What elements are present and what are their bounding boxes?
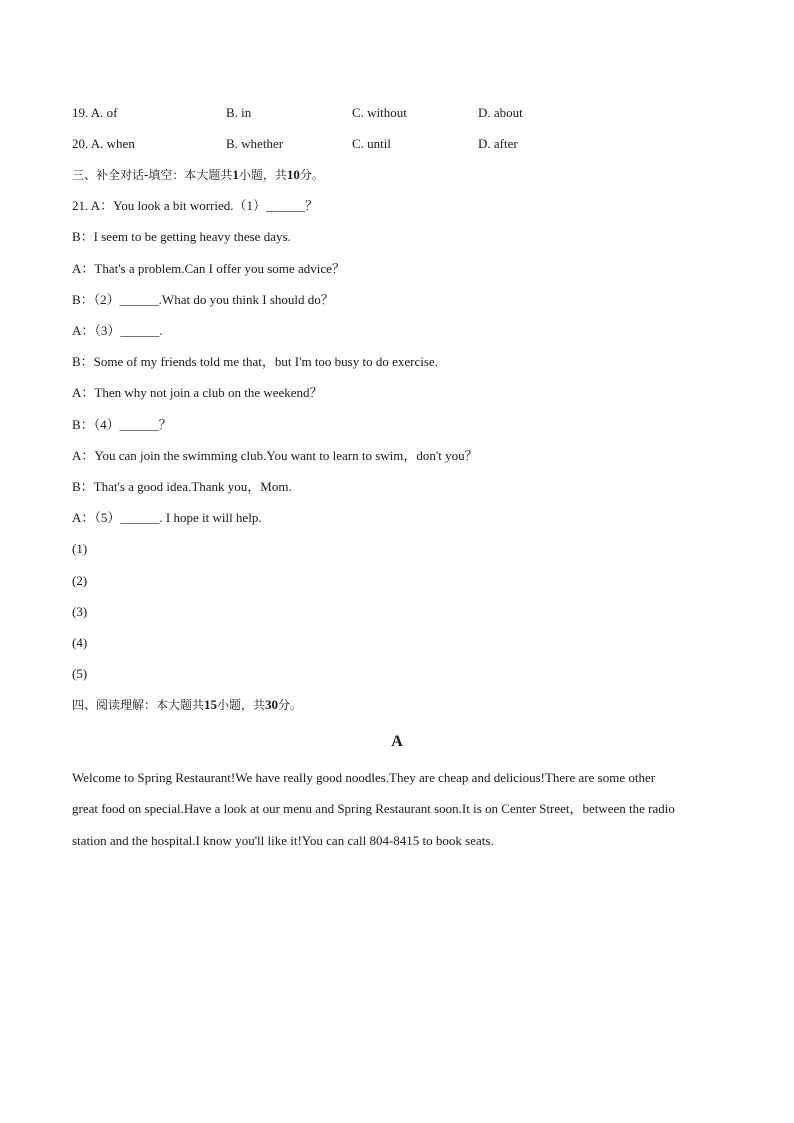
section-3-heading	[72, 167, 324, 183]
q20-option-a: 20. A. when	[72, 136, 135, 151]
q19-option-c: C. without	[352, 105, 407, 120]
section-4-count: 15	[204, 697, 218, 712]
dialogue-line: A：You can join the swimming club.You want to learn to swim，don't you？	[72, 448, 478, 463]
passage-line: great food on special.Have a look at our menu and Spring Restaurant soon.It is on Center Street，between the radio	[72, 801, 675, 816]
dialogue-line: B：That's a good idea.Thank you，Mom.	[72, 479, 292, 494]
dialogue-line: A：Then why not join a club on the weekend？	[72, 385, 323, 400]
passage-line: station and the hospital.I know you'll like it!You can call 804-8415 to book seats.	[72, 833, 494, 848]
passage-title: A	[391, 733, 403, 750]
section-4-mid: 小题，共	[217, 698, 266, 712]
section-3-label: 三、补全对话-填空：本大题共	[72, 168, 233, 182]
section-3-mid: 小题，共	[238, 168, 287, 182]
section-3-count: 1	[232, 167, 239, 182]
answer-label-2: (2)	[72, 573, 88, 588]
answer-label-3: (3)	[72, 604, 88, 619]
section-4-score: 30	[265, 697, 279, 712]
dialogue-line: A：（3）______.	[72, 323, 163, 338]
q19-option-b: B. in	[226, 105, 252, 120]
dialogue-line: B：（4）______？	[72, 417, 172, 432]
dialogue-line: A：That's a problem.Can I offer you some advice？	[72, 261, 345, 276]
q20-option-b: B. whether	[226, 136, 284, 151]
answer-label-4: (4)	[72, 635, 88, 650]
dialogue-line: A：（5）______. I hope it will help.	[72, 510, 262, 525]
passage-line: Welcome to Spring Restaurant!We have really good noodles.They are cheap and delicious!There are some other	[72, 770, 656, 785]
q19-option-a: 19. A. of	[72, 105, 118, 120]
dialogue-line: 21. A：You look a bit worried.（1）______？	[72, 198, 319, 213]
q20-option-c: C. until	[352, 136, 392, 151]
dialogue-line: B：Some of my friends told me that，but I'm too busy to do exercise.	[72, 354, 438, 369]
dialogue-line: B：（2）______.What do you think I should do？	[72, 292, 334, 307]
answer-label-1: (1)	[72, 541, 88, 556]
dialogue-line: B：I seem to be getting heavy these days.	[72, 229, 291, 244]
section-4-heading	[72, 697, 302, 713]
section-4-end: 分。	[278, 698, 303, 712]
section-3-end: 分。	[299, 168, 324, 182]
answer-label-5: (5)	[72, 666, 88, 681]
q20-option-d: D. after	[478, 136, 518, 151]
section-3-score: 10	[286, 167, 300, 182]
section-4-label: 四、阅读理解：本大题共	[72, 698, 205, 712]
q19-option-d: D. about	[478, 105, 523, 120]
